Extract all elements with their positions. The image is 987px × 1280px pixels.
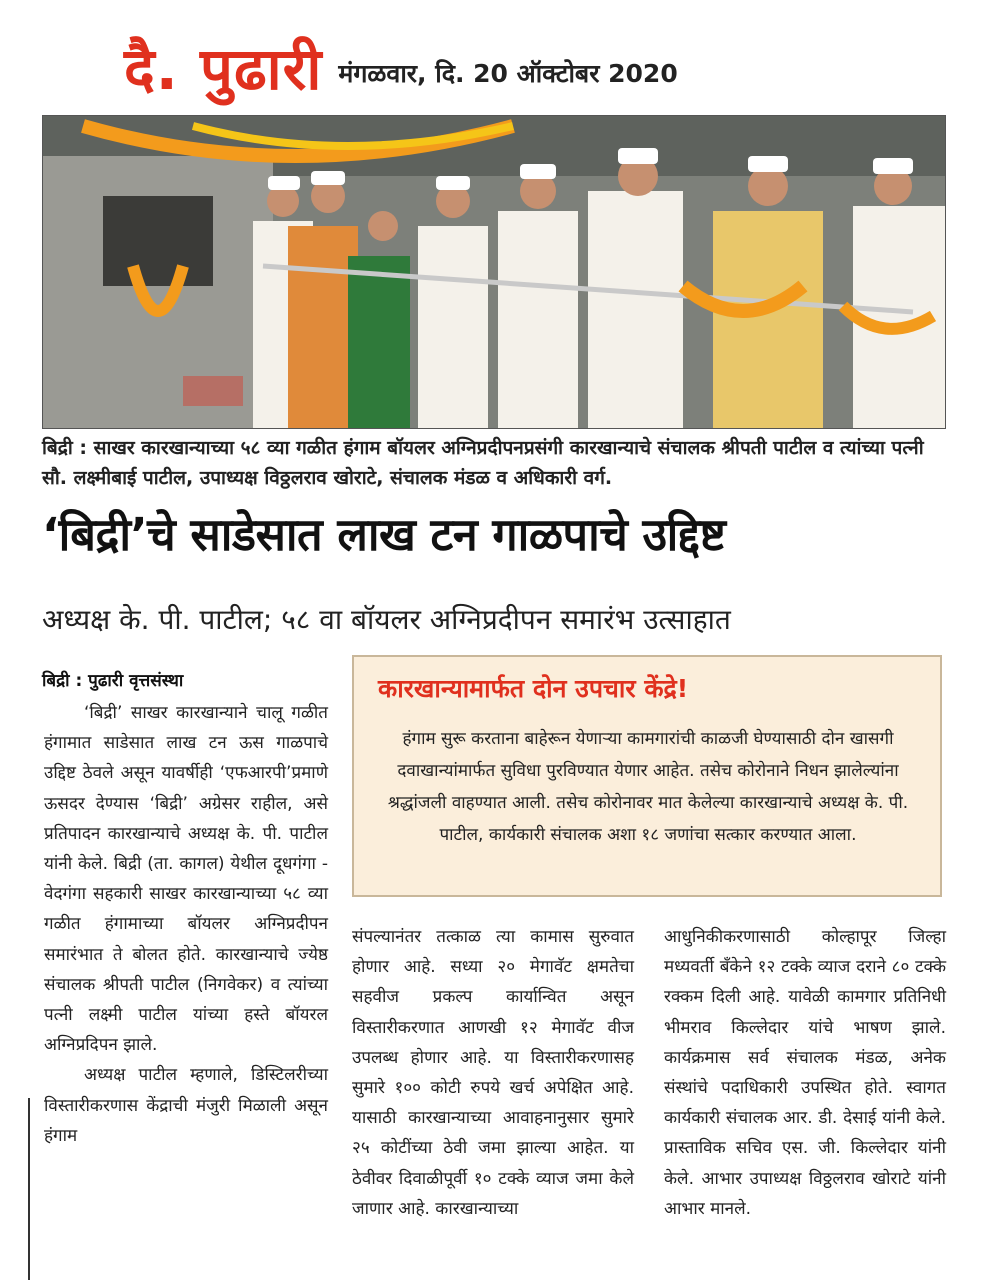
sidebar-box: [352, 655, 942, 897]
column-divider: [28, 1098, 30, 1280]
article-column-3: [664, 922, 946, 1224]
article-paragraph: संपल्यानंतर तत्काळ त्या कामास सुरुवात होणार आहे. सध्या २० मेगावॅट क्षमतेचा सहवीज प्रकल्प कार्यान्वित असून विस्तारीकरणात आणखी १२ मेगावॅट वीज उपलब्ध होणार आहे. या विस्तारीकरणासह सुमारे १०० कोटी रुपये खर्च अपेक्षित आहे. यासाठी कारखान्याच्या आवाहनानुसार सुमारे २५ कोटींच्या ठेवी जमा झाल्या आहेत. या ठेवीवर दिवाळीपूर्वी १० टक्के व्याज जमा केले जाणार आहे. कारखान्याच्या: [352, 927, 634, 1219]
sidebar-box-title: कारखान्यामार्फत दोन उपचार केंद्रे!: [378, 674, 689, 703]
article-paragraph: ‘बिद्री’ साखर कारखान्याने चालू गळीत हंगामात साडेसात लाख टन ऊस गाळपाचे उद्दिष्ट ठेवले असून यावर्षीही ‘एफआरपी’प्रमाणे ऊसदर देण्यास ‘बिद्री’ अग्रेसर राहील, असे प्रतिपादन कारखान्याचे अध्यक्ष के. पी. पाटील यांनी केले. बिद्री (ता. कागल) येथील दूधगंगा - वेदगंगा सहकारी साखर कारखान्याच्या ५८ व्या गळीत हंगामाच्या बॉयलर अग्निप्रदीपन समारंभात ते बोलत होते. कारखान्याचे ज्येष्ठ संचालक श्रीपती पाटील (निगवेकर) व त्यांच्या पत्नी लक्ष्मी पाटील यांच्या हस्ते बॉयरल अग्निप्रदिपन झाले.: [44, 703, 328, 1056]
article-paragraph: अध्यक्ष पाटील म्हणाले, डिस्टिलरीच्या विस्तारीकरणास केंद्राची मंजुरी मिळाली असून हंगाम: [44, 1065, 328, 1146]
article-headline: ‘बिद्री’चे साडेसात लाख टन गाळपाचे उद्दिष्ट: [42, 508, 726, 561]
photo-caption: बिद्री : साखर कारखान्याच्या ५८ व्या गळीत हंगाम बॉयलर अग्निप्रदीपनप्रसंगी कारखान्याचे संचालक श्रीपती पाटील व त्यांच्या पत्नी सौ. लक्ष्मीबाई पाटील, उपाध्यक्ष विठ्ठलराव खोराटे, संचालक मंडळ व अधिकारी वर्ग.: [42, 437, 924, 489]
article-subheadline: अध्यक्ष के. पी. पाटील; ५८ वा बॉयलर अग्निप्रदीपन समारंभ उत्साहात: [42, 603, 731, 636]
article-column-1: [44, 698, 328, 1151]
ceremony-photo-illustration: [43, 116, 945, 428]
article-byline: बिद्री : पुढारी वृत्तसंस्था: [42, 671, 184, 691]
publication-date: मंगळवार, दि. 20 ऑक्टोबर 2020: [338, 59, 678, 88]
article-column-2: [352, 922, 634, 1224]
article-paragraph: आधुनिकीकरणासाठी कोल्हापूर जिल्हा मध्यवर्ती बँकेने १२ टक्के व्याज दराने ८० टक्के रक्कम दिली आहे. यावेळी कामगार प्रतिनिधी भीमराव किल्लेदार यांचे भाषण झाले. कार्यक्रमास सर्व संचालक मंडळ, अनेक संस्थांचे पदाधिकारी उपस्थित होते. स्वागत कार्यकारी संचालक आर. डी. देसाई यांनी केले. प्रास्ताविक सचिव एस. जी. किल्लेदार यांनी केले. आभार उपाध्यक्ष विठ्ठलराव खोराटे यांनी आभार मानले.: [664, 927, 946, 1219]
news-photo: [42, 115, 946, 429]
masthead: [124, 18, 678, 103]
newspaper-logo: दै. पुढारी: [124, 35, 323, 103]
sidebar-box-body: हंगाम सुरू करताना बाहेरून येणाऱ्या कामगारांची काळजी घेण्यासाठी दोन खासगी दवाखान्यांमार्फत सुविधा पुरविण्यात येणार आहेत. तसेच कोरोनाने निधन झालेल्यांना श्रद्धांजली वाहण्यात आली. तसेच कोरोनावर मात केलेल्या कारखान्याचे अध्यक्ष के. पी. पाटील, कार्यकारी संचालक अशा १८ जणांचा सत्कार करण्यात आला.: [387, 729, 909, 845]
